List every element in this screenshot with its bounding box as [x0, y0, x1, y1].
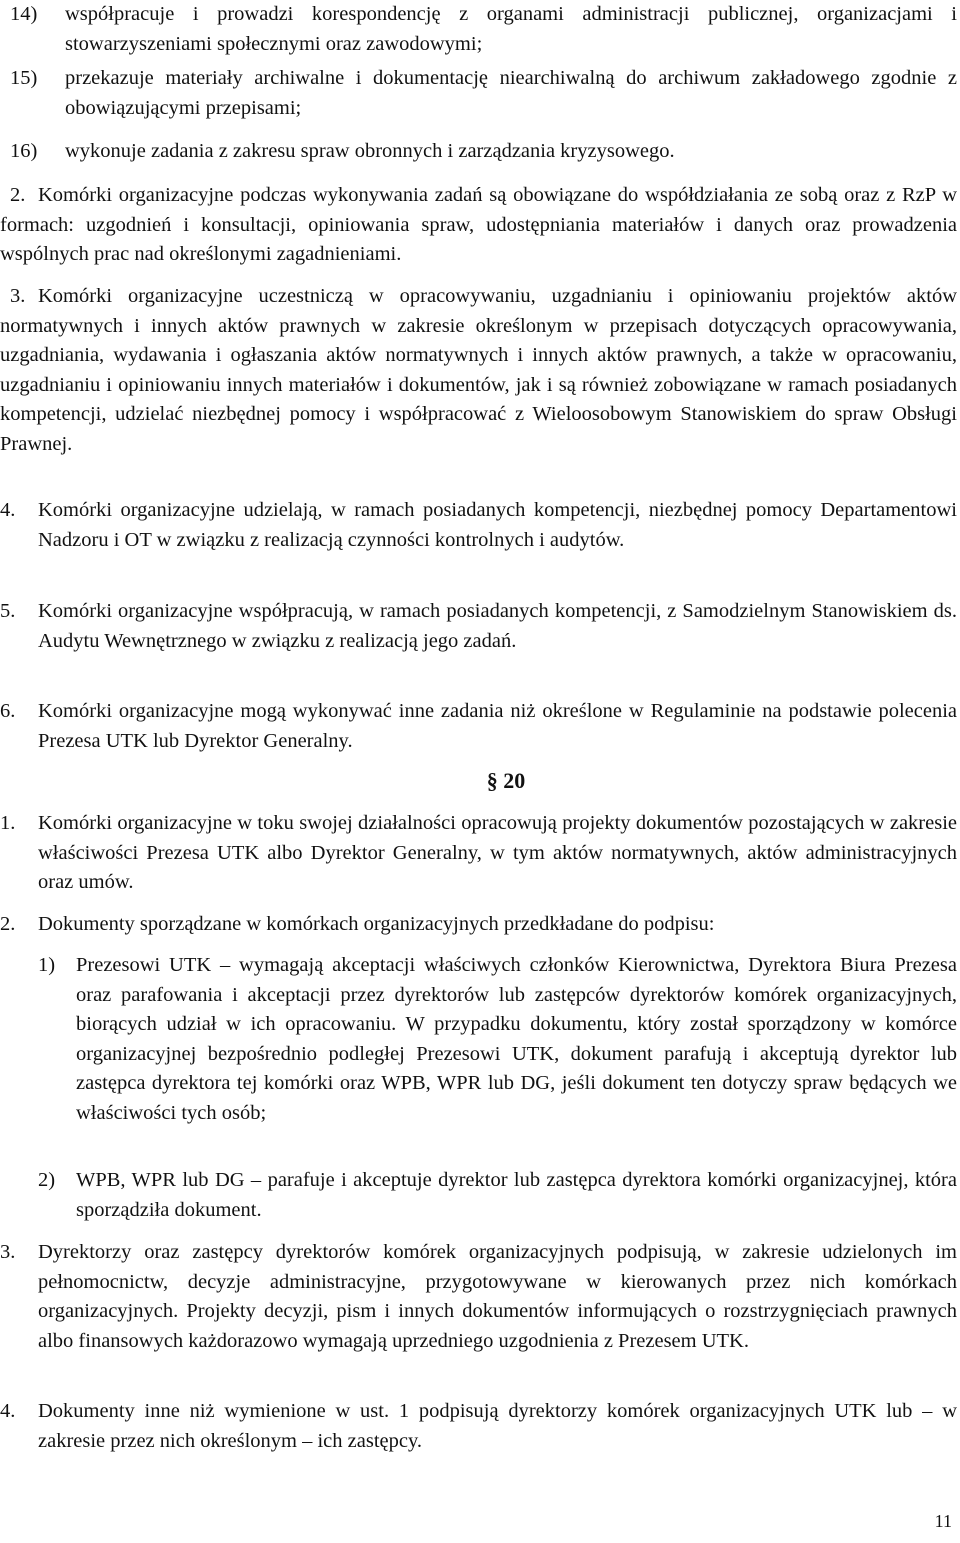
item-text: Komórki organizacyjne w toku swojej działalności opracowują projekty dokumentów pozostających w zakresie właściwości Prezesa UTK albo Dyrektor Generalny, w tym aktów normatywnych, aktów administracyjnych oraz umów.	[38, 812, 957, 893]
item-number: 5.	[0, 600, 16, 622]
item-number: 1.	[0, 812, 16, 834]
item-number: 3.	[10, 285, 26, 307]
item-text: Dokumenty inne niż wymienione w ust. 1 podpisują dyrektorzy komórek organizacyjnych UTK lub – w zakresie przez nich określonym – ich zastępcy.	[38, 1400, 957, 1452]
item-number: 1)	[38, 954, 56, 976]
section-heading	[0, 766, 960, 796]
item-text: przekazuje materiały archiwalne i dokumentację niearchiwalną do archiwum zakładowego zgodnie z obowiązującymi przepisami;	[65, 67, 957, 119]
item-number: 4.	[0, 499, 16, 521]
paragraph-item	[0, 282, 957, 459]
item-text: Dyrektorzy oraz zastępcy dyrektorów komórek organizacyjnych podpisują, w zakresie udzielonych im pełnomocnictw, decyzje administracyjne, przygotowywane w kierowanych przez nich komórkach organizacyjnych. Projekty decyzji, pism i innych dokumentów informujących o rozstrzygnięciach prawnych albo finansowych każdorazowo wymagają uprzedniego uzgodnienia z Prezesem UTK.	[38, 1241, 957, 1352]
item-number: 2.	[0, 913, 16, 935]
item-text: Komórki organizacyjne współpracują, w ramach posiadanych kompetencji, z Samodzielnym Stanowiskiem ds. Audytu Wewnętrznego w związku z realizacją jego zadań.	[38, 600, 957, 652]
paragraph-item	[0, 697, 957, 756]
list-item	[0, 64, 957, 123]
paragraph-item	[0, 496, 957, 555]
item-text: WPB, WPR lub DG – parafuje i akceptuje dyrektor lub zastępca dyrektora komórki organizacyjnej, która sporządziła dokument.	[76, 1169, 957, 1221]
item-text: Komórki organizacyjne podczas wykonywania zadań są obowiązane do współdziałania ze sobą oraz z RzP w formach: uzgodnień i konsultacji, opiniowania spraw, udostępniania materiałów i danych oraz prowadzenia wspólnych prac nad określonymi zagadnieniami.	[0, 184, 957, 265]
paragraph-item	[0, 910, 957, 940]
item-text: Dokumenty sporządzane w komórkach organizacyjnych przedkładane do podpisu:	[38, 913, 715, 935]
item-text: Komórki organizacyjne uczestniczą w opracowywaniu, uzgadnianiu i opiniowaniu projektów aktów normatywnych i innych aktów prawnych w zakresie określonym w przepisach dotyczących opracowywania, uzgadniania, wydawania i ogłaszania aktów normatywnych i innych aktów prawnych, a także w opracowaniu, uzgadnianiu i opiniowaniu innych materiałów i dokumentów, jak i są również zobowiązane w ramach posiadanych kompetencji, udzielać niezbędnej pomocy i współpracować z Wieloosobowym Stanowiskiem do spraw Obsługi Prawnej.	[0, 285, 957, 455]
list-item	[0, 951, 957, 1128]
list-item	[0, 137, 957, 167]
paragraph-item	[0, 1397, 957, 1456]
item-number: 15)	[10, 67, 38, 89]
item-number: 16)	[10, 140, 38, 162]
item-text: Komórki organizacyjne mogą wykonywać inne zadania niż określone w Regulaminie na podstawie polecenia Prezesa UTK lub Dyrektor Generalny.	[38, 700, 957, 752]
section-title: § 20	[486, 768, 526, 793]
item-number: 2.	[10, 184, 26, 206]
item-number: 14)	[10, 3, 38, 25]
list-item	[0, 1166, 957, 1225]
item-text: Komórki organizacyjne udzielają, w ramach posiadanych kompetencji, niezbędnej pomocy Departamentowi Nadzoru i OT w związku z realizacją czynności kontrolnych i audytów.	[38, 499, 957, 551]
paragraph-item	[0, 809, 957, 898]
item-number: 3.	[0, 1241, 16, 1263]
paragraph-item	[0, 181, 957, 270]
paragraph-item	[0, 1238, 957, 1356]
item-number: 4.	[0, 1400, 16, 1422]
page-number: 11	[934, 1511, 952, 1531]
paragraph-item	[0, 597, 957, 656]
item-number: 6.	[0, 700, 16, 722]
item-text: Prezesowi UTK – wymagają akceptacji właściwych członków Kierownictwa, Dyrektora Biura Prezesa oraz parafowania i akceptacji przez dyrektorów lub zastępców dyrektorów komórek organizacyjnych, biorących udział w ich opracowaniu. W przypadku dokumentu, który został sporządzony w komórce organizacyjnej bezpośrednio podległej Prezesowi UTK, dokument parafują i akceptują dyrektor lub zastępca dyrektora tej komórki oraz WPB, WPR lub DG, jeśli dokument ten dotyczy spraw będących we właściwości tych osób;	[76, 954, 957, 1124]
list-item	[0, 0, 957, 59]
item-number: 2)	[38, 1169, 56, 1191]
item-text: współpracuje i prowadzi korespondencję z organami administracji publicznej, organizacjami i stowarzyszeniami społecznymi oraz zawodowymi;	[65, 3, 957, 55]
item-text: wykonuje zadania z zakresu spraw obronnych i zarządzania kryzysowego.	[65, 140, 675, 162]
